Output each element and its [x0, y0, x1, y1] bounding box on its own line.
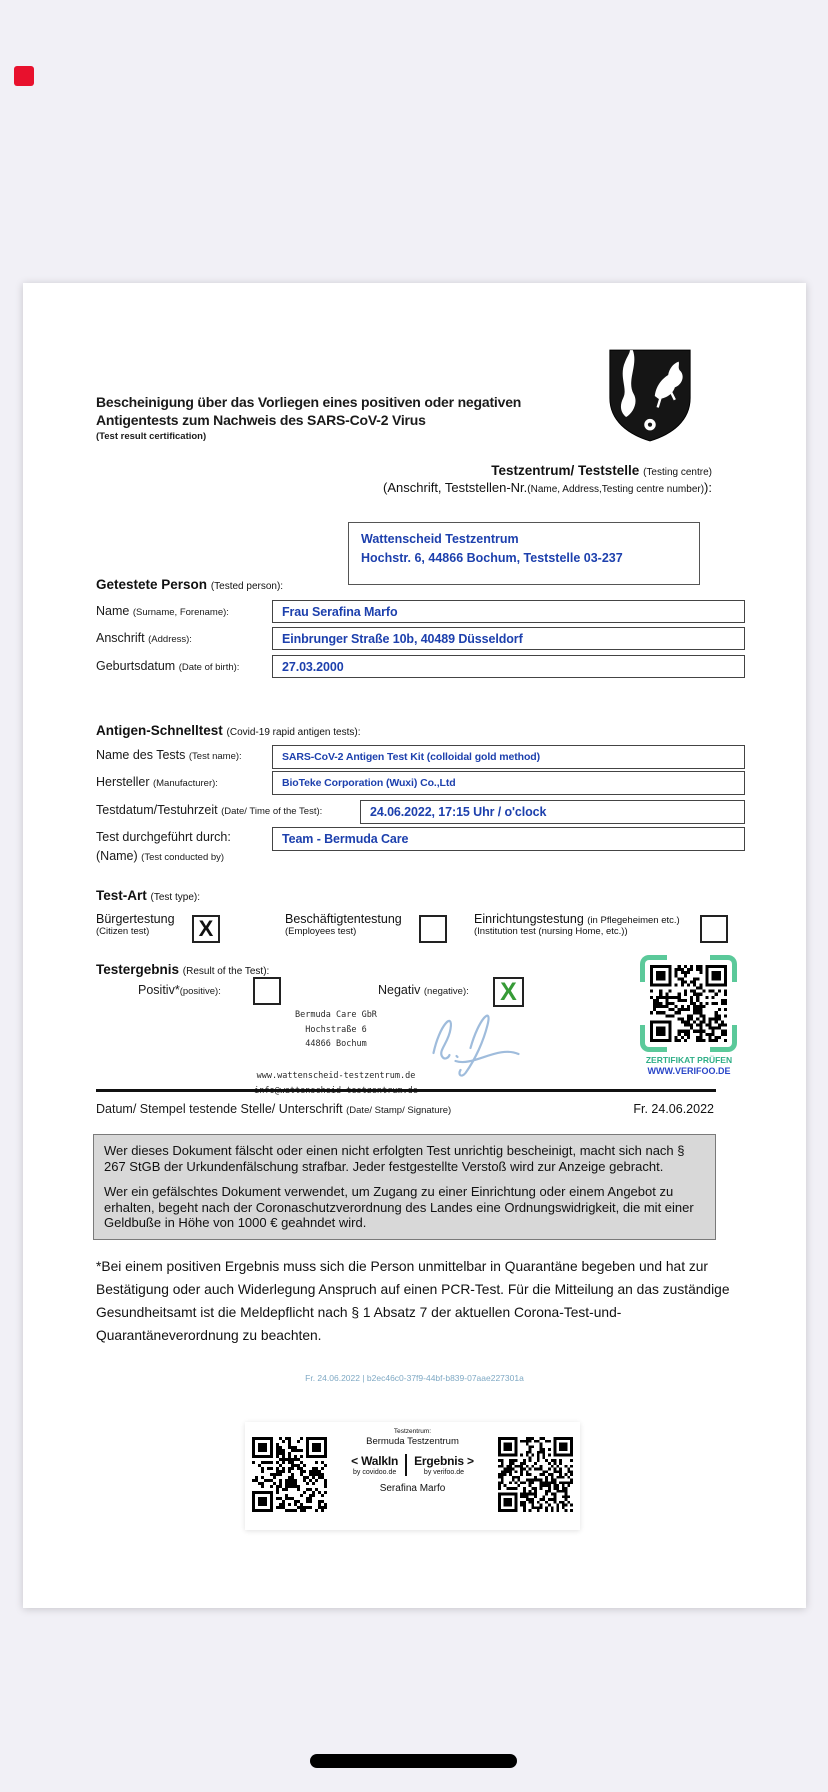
result-heading-en: (Result of the Test): [182, 966, 270, 977]
option-employee-label-en: (Employees test) [285, 926, 357, 937]
home-indicator[interactable] [310, 1754, 517, 1768]
checkbox-citizen-test [192, 915, 220, 943]
testcentre-heading-main: Testzentrum/ Teststelle [491, 463, 640, 478]
test-section-heading [96, 723, 361, 738]
conductedby-label2 [96, 849, 224, 863]
manufacturer-label-en: (Manufacturer): [152, 778, 218, 789]
negative-label-en: (negative): [423, 986, 469, 997]
ergebnis-label: Ergebnis > [414, 1454, 474, 1468]
title-line2: Antigentests zum Nachweis des SARS-CoV-2 Virus [96, 412, 426, 428]
testcentre-addr-label-end: ): [704, 480, 712, 495]
address-label-main: Anschrift [96, 631, 145, 645]
option-institution-label-sub: (in Pflegeheimen etc.) [587, 915, 680, 926]
title-subtitle: (Test result certification) [96, 431, 207, 442]
person-heading-main: Getestete Person [96, 577, 208, 592]
checkbox-negative-mark: X [500, 977, 517, 1006]
manufacturer-label [96, 775, 218, 789]
testname-value: SARS-CoV-2 Antigen Test Kit (colloidal gold method) [282, 751, 540, 763]
qr-frame-corner [640, 955, 667, 982]
qr-caption-url: WWW.VERIFOO.DE [647, 1066, 731, 1076]
positive-result-note: *Bei einem positiven Ergebnis muss sich die Person unmittelbar in Quarantäne begeben und hat zur Bestätigung oder auch Widerlegung Anspruch auf einen PCR-Test. Für die Mitteilung an das zuständige Gesundheitsamt ist die Meldepflicht nach § 1 Absatz 7 der aktuellen Corona-Test-und-Quarantäneverordnung zu beachten. [96, 1259, 730, 1343]
testcentre-stamp [236, 1008, 436, 1052]
address-label-en: (Address): [148, 634, 192, 645]
name-label-main: Name [96, 604, 130, 618]
manufacturer-field [272, 771, 745, 795]
date-stamp-label-en: (Date/ Stamp/ Signature) [346, 1105, 452, 1116]
checkbox-positive [253, 977, 281, 1005]
option-citizen-label: Bürgertestung [96, 912, 175, 926]
label-walkin-result-row [330, 1454, 495, 1476]
issue-date: Fr. 24.06.2022 [633, 1102, 714, 1116]
qr-frame-corner [640, 1025, 667, 1052]
warning-paragraph-2: Wer ein gefälschtes Dokument verwendet, um Zugang zu einer Einrichtung oder einem Angebot zu erhalten, begeht nach der Coronaschutzverordnung des Landes eine Ordnungswidrigkeit, die mit einer Geldbuße in Höhe von 1000 € geahndet wird. [104, 1184, 694, 1230]
address-label [96, 631, 192, 645]
label-card-center [330, 1428, 495, 1494]
legal-warning-box [93, 1134, 716, 1240]
manufacturer-label-main: Hersteller [96, 775, 150, 789]
testtype-heading-en: (Test type): [150, 892, 200, 903]
name-label-en: (Surname, Forename): [132, 607, 229, 618]
result-qr-code [498, 1437, 573, 1512]
dob-label-en: (Date of birth): [178, 662, 240, 673]
stamp-line2: Hochstraße 6 [305, 1024, 367, 1035]
document-title [96, 393, 576, 442]
address-value: Einbrunger Straße 10b, 40489 Düsseldorf [282, 631, 523, 646]
walkin-label: < WalkIn [351, 1454, 399, 1468]
positive-label-en: (positive): [179, 986, 221, 997]
warning-paragraph-1: Wer dieses Dokument fälscht oder einen nicht erfolgten Test unrichtig bescheinigt, macht sich nach § 267 StGB der Urkundenfälschung strafbar. Jeder festgestellte Verstoß wird zur Anzeige gebracht. [104, 1143, 685, 1174]
stamp-line3: 44866 Bochum [305, 1039, 367, 1049]
test-label-card [245, 1422, 580, 1530]
conductedby-field [272, 827, 745, 851]
walkin-by: by covidoo.de [353, 1469, 397, 1476]
option-employee-test [285, 912, 402, 937]
testcentre-addr-label-en: (Name, Address,Testing centre number) [527, 484, 705, 495]
nrw-coat-of-arms-icon [607, 347, 693, 445]
testdate-value: 24.06.2022, 17:15 Uhr / o'clock [370, 805, 547, 819]
checkbox-citizen-mark: X [198, 916, 214, 941]
certificate-qr-caption [609, 1055, 769, 1076]
dob-label-main: Geburtsdatum [96, 659, 176, 673]
label-testzentrum-caption: Testzentrum: [393, 1428, 432, 1435]
test-heading-en: (Covid-19 rapid antigen tests): [226, 727, 361, 738]
option-employee-label: Beschäftigtentestung [285, 912, 402, 926]
title-line1: Bescheinigung über das Vorliegen eines positiven oder negativen [96, 394, 522, 410]
option-citizen-test [96, 912, 175, 937]
walkin-qr-code [252, 1437, 327, 1512]
option-institution-label-en: (Institution test (nursing Home, etc.)) [474, 926, 628, 937]
qr-caption-check: ZERTIFIKAT PRÜFEN [645, 1055, 733, 1065]
testdate-field [360, 800, 745, 824]
signature [413, 1001, 528, 1081]
qr-frame-corner [710, 1025, 737, 1052]
dob-field [272, 655, 745, 678]
option-citizen-label-en: (Citizen test) [96, 926, 150, 937]
testcentre-name-value: Wattenscheid Testzentrum [361, 532, 519, 546]
option-institution-test [474, 912, 696, 937]
dob-value: 27.03.2000 [282, 659, 344, 674]
checkbox-institution-test [700, 915, 728, 943]
label-testzentrum-name: Bermuda Testzentrum [366, 1436, 459, 1447]
conductedby-value: Team - Bermuda Care [282, 832, 409, 846]
result-section-heading [96, 962, 269, 977]
checkbox-employee-test [419, 915, 447, 943]
person-section-heading [96, 577, 283, 592]
certificate-qr [650, 965, 727, 1042]
dob-label [96, 659, 239, 673]
testtype-heading-main: Test-Art [96, 888, 147, 903]
document-id-footer: Fr. 24.06.2022 | b2ec46c0-37f9-44bf-b839-07aae227301a [305, 1373, 524, 1383]
negative-label-main: Negativ [378, 983, 421, 997]
ergebnis-by: by verifoo.de [423, 1469, 465, 1476]
date-stamp-label-main: Datum/ Stempel testende Stelle/ Unterschrift [96, 1102, 343, 1116]
name-field [272, 600, 745, 623]
testname-label-en: (Test name): [188, 751, 242, 762]
name-label [96, 604, 229, 618]
conductedby-label [96, 830, 231, 844]
result-heading-main: Testergebnis [96, 962, 180, 977]
testcentre-addr-label: (Anschrift, Teststellen-Nr. [383, 480, 528, 495]
testtype-section-heading [96, 888, 200, 903]
person-heading-en: (Tested person): [210, 581, 284, 592]
address-field [272, 627, 745, 650]
divider-rule [96, 1089, 716, 1092]
testcentre-field [348, 522, 700, 585]
testdate-label-en: (Date/ Time of the Test): [221, 806, 323, 817]
conductedby-label2-en: (Test conducted by) [141, 852, 225, 863]
qr-frame-corner [710, 955, 737, 982]
option-institution-label: Einrichtungstestung [474, 912, 584, 926]
testcentre-address-value: Hochstr. 6, 44866 Bochum, Teststelle 03-237 [361, 551, 623, 565]
testdate-label [96, 803, 322, 817]
negative-label [378, 983, 469, 997]
name-value: Frau Serafina Marfo [282, 604, 398, 619]
label-person-name: Serafina Marfo [379, 1483, 446, 1494]
testcentre-heading-en: (Testing centre) [643, 467, 712, 478]
certificate-page [23, 283, 806, 1608]
testname-label-main: Name des Tests [96, 748, 186, 762]
screen-recording-indicator[interactable] [14, 66, 34, 86]
testdate-label-main: Testdatum/Testuhrzeit [96, 803, 218, 817]
conductedby-label2-main: (Name) [96, 849, 138, 863]
date-stamp-label [96, 1102, 451, 1116]
manufacturer-value: BioTeke Corporation (Wuxi) Co.,Ltd [282, 777, 456, 789]
testname-label [96, 748, 242, 762]
testcentre-heading [252, 463, 712, 495]
testname-field [272, 745, 745, 769]
stamp-website: www.wattenscheid-testzentrum.de [256, 1071, 416, 1081]
positive-label-main: Positiv* [138, 983, 180, 997]
conductedby-label-main: Test durchgeführt durch: [96, 830, 231, 844]
positive-label [138, 983, 221, 997]
stamp-line1: Bermuda Care GbR [295, 1010, 377, 1020]
test-heading-main: Antigen-Schnelltest [96, 723, 223, 738]
